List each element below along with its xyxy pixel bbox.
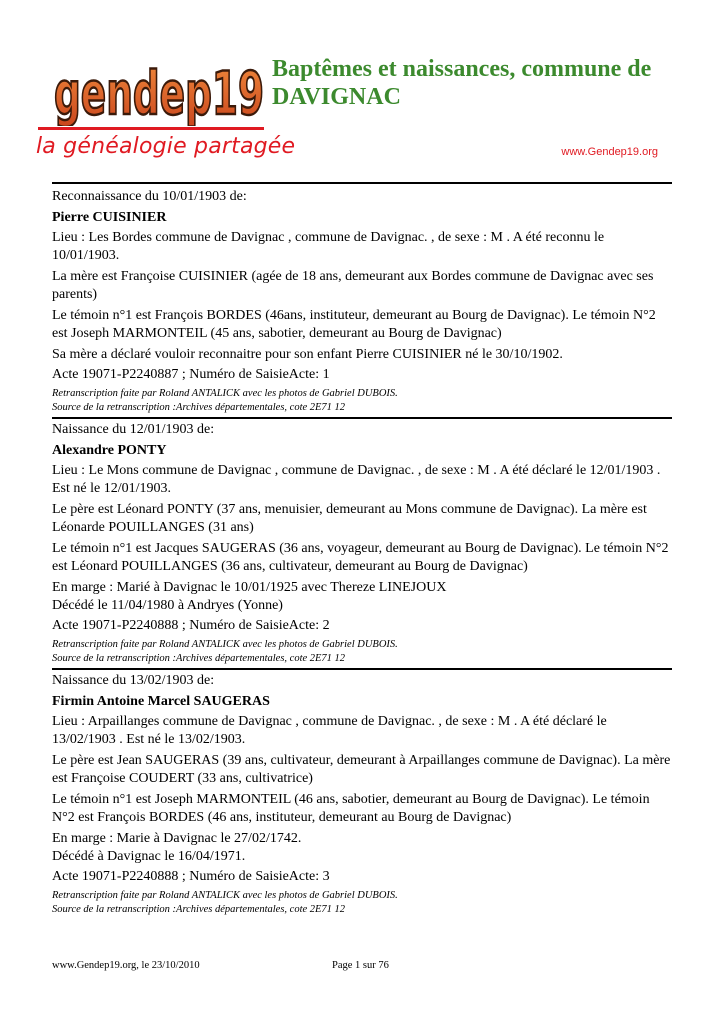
marge-line: Décédé le 11/04/1980 à Andryes (Yonne): [52, 598, 283, 613]
footer-page-number: Page 1 sur 76: [332, 960, 389, 971]
record-person-name: Alexandre PONTY: [52, 443, 167, 458]
record-1: [52, 188, 672, 415]
record-source-note: Source de la retranscription :Archives départementales, cote 2E71 12: [52, 653, 346, 664]
record-3: [52, 668, 672, 917]
svg-text:gendep19: gendep19: [54, 59, 264, 126]
footer-site-date: www.Gendep19.org, le 23/10/2010: [52, 960, 200, 971]
record-temoins: Le témoin n°1 est Jacques SAUGERAS (36 ans, voyageur, demeurant au Bourg de Davignac). Le témoin N°2 est Léonard POUILLANGES (36 ans, cultivateur, demeurant au Bourg de Davignac): [52, 541, 669, 574]
record-parents: Le père est Jean SAUGERAS (39 ans, cultivateur, demeurant à Arpaillanges commune de Davignac). La mère est Françoise COUDERT (33 ans, cultivatrice): [52, 753, 671, 786]
record-acte: Acte 19071-P2240887 ; Numéro de SaisieActe: 1: [52, 367, 330, 382]
marge-line: Décédé à Davignac le 16/04/1971.: [52, 849, 246, 864]
record-lieu: Lieu : Le Mons commune de Davignac , commune de Davignac. , de sexe : M . A été déclaré le 12/01/1903 . Est né le 12/01/1903.: [52, 463, 661, 496]
record-acte: Acte 19071-P2240888 ; Numéro de SaisieActe: 2: [52, 618, 330, 633]
record-temoins: Le témoin n°1 est Joseph MARMONTEIL (46 ans, sabotier, demeurant au Bourg de Davignac). Le témoin N°2 est François BORDES (46 ans, instituteur, demeurant au Bourg de Davignac): [52, 792, 650, 825]
record-person-name: Firmin Antoine Marcel SAUGERAS: [52, 694, 270, 709]
record-retranscription-note: Retranscription faite par Roland ANTALICK avec les photos de Gabriel DUBOIS.: [52, 890, 398, 901]
logo-underline: [38, 127, 264, 130]
tagline: la généalogie partagée: [36, 134, 296, 159]
site-link[interactable]: www.Gendep19.org: [561, 146, 658, 158]
record-lieu: Lieu : Arpaillanges commune de Davignac , commune de Davignac. , de sexe : M . A été déclaré le 13/02/1903 . Est né le 13/02/1903.: [52, 714, 607, 747]
record-heading: Reconnaissance du 10/01/1903 de:: [52, 189, 247, 204]
marge-line: En marge : Marié à Davignac le 10/01/1925 avec Thereze LINEJOUX: [52, 580, 447, 595]
page-title: Baptêmes et naissances, commune de DAVIGNAC: [272, 56, 652, 110]
record-2: [52, 417, 672, 666]
marge-line: En marge : Marie à Davignac le 27/02/1742.: [52, 831, 302, 846]
record-remark: Sa mère a déclaré vouloir reconnaitre pour son enfant Pierre CUISINIER né le 30/10/1902.: [52, 347, 563, 362]
records-list: [52, 186, 672, 919]
record-source-note: Source de la retranscription :Archives départementales, cote 2E71 12: [52, 402, 346, 413]
record-temoins: Le témoin n°1 est François BORDES (46ans, instituteur, demeurant au Bourg de Davignac). Le témoin N°2 est Joseph MARMONTEIL (45 ans, sabotier, demeurant au Bourg de Davignac): [52, 308, 656, 341]
record-source-note: Source de la retranscription :Archives départementales, cote 2E71 12: [52, 904, 346, 915]
record-parents: La mère est Françoise CUISINIER (agée de 18 ans, demeurant aux Bordes commune de Davignac avec ses parents): [52, 269, 654, 302]
record-acte: Acte 19071-P2240888 ; Numéro de SaisieActe: 3: [52, 869, 330, 884]
record-heading: Naissance du 13/02/1903 de:: [52, 673, 215, 688]
record-person-name: Pierre CUISINIER: [52, 210, 167, 225]
page-header: [0, 0, 724, 180]
record-retranscription-note: Retranscription faite par Roland ANTALICK avec les photos de Gabriel DUBOIS.: [52, 639, 398, 650]
header-divider: [52, 182, 672, 184]
record-heading: Naissance du 12/01/1903 de:: [52, 422, 215, 437]
record-retranscription-note: Retranscription faite par Roland ANTALICK avec les photos de Gabriel DUBOIS.: [52, 388, 398, 399]
gendep19-logo: [52, 54, 267, 126]
record-marge: [52, 830, 672, 866]
record-parents: Le père est Léonard PONTY (37 ans, menuisier, demeurant au Mons commune de Davignac). La mère est Léonarde POUILLANGES (31 ans): [52, 502, 647, 535]
record-marge: [52, 579, 672, 615]
record-lieu: Lieu : Les Bordes commune de Davignac , commune de Davignac. , de sexe : M . A été reconnu le 10/01/1903.: [52, 230, 605, 263]
